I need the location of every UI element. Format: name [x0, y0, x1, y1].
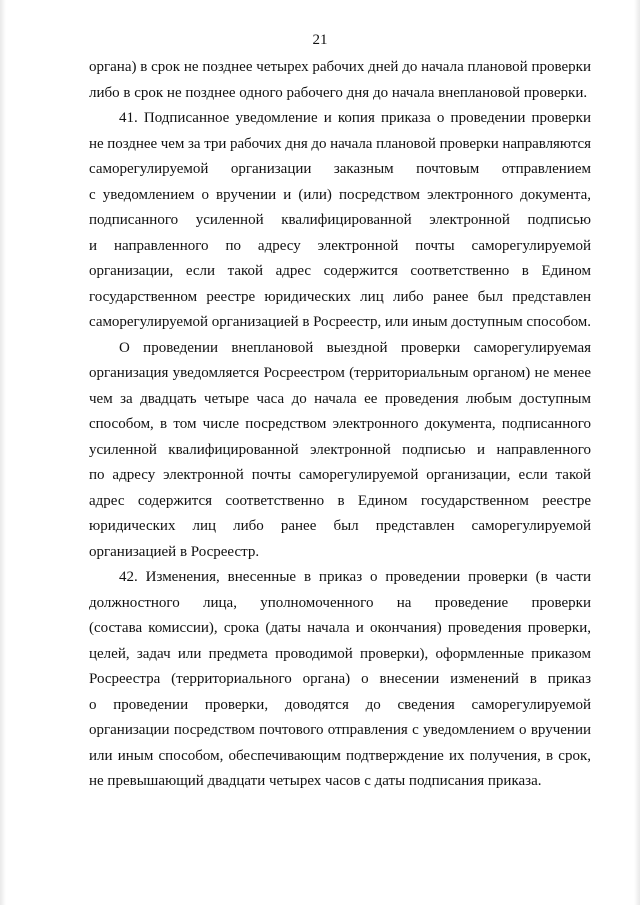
text-line: Росреестра (территориального органа) о внесении изменений в приказ: [89, 671, 591, 687]
text-line: саморегулируемой организации заказным почтовым отправлением: [89, 161, 591, 177]
text-line: целей, задач или предмета проводимой проверки), оформленные приказом: [89, 645, 591, 662]
text-line: не позднее чем за три рабочих дня до начала плановой проверки направляются: [89, 135, 591, 152]
text-line: чем за двадцать четыре часа до начала ее проведения любым доступным: [89, 390, 591, 407]
scan-edge-right: [634, 0, 640, 905]
text-line: должностного лица, уполномоченного на проведение проверки: [89, 594, 591, 611]
text-line: организации, если такой адрес содержится соответственно в Едином: [89, 263, 591, 279]
text-line: организация уведомляется Росреестром (территориальным органом) не менее: [89, 365, 591, 381]
text-line: адрес содержится соответственно в Едином государственном реестре: [89, 492, 591, 509]
text-line: организации посредством почтового отправления с уведомлением о вручении: [89, 722, 591, 738]
text-line: усиленной квалифицированной электронной подписью и направленного: [89, 441, 591, 458]
text-line: юридических лиц либо ранее был представлен саморегулируемой: [89, 518, 591, 534]
text-line: органа) в срок не позднее четырех рабочих дней до начала плановой проверки: [89, 59, 591, 75]
text-line: государственном реестре юридических лиц либо ранее был представлен: [89, 288, 591, 305]
text-line: способом, в том числе посредством электронного документа, подписанного: [89, 416, 591, 432]
text-line: с уведомлением о вручении и (или) посредством электронного документа,: [89, 186, 591, 203]
text-line: о проведении проверки, доводятся до сведения саморегулируемой: [89, 696, 591, 713]
text-line: и направленного по адресу электронной почты саморегулируемой: [89, 237, 591, 254]
text-line: или иным способом, обеспечивающим подтверждение их получения, в срок,: [89, 747, 591, 764]
text-line: по адресу электронной почты саморегулируемой организации, если такой: [89, 467, 591, 483]
page-number: 21: [312, 32, 328, 48]
text-line: организацией в Росреестр.: [89, 543, 260, 560]
text-line: либо в срок не позднее одного рабочего дня до начала внеплановой проверки.: [89, 84, 588, 101]
text-line: (состава комиссии), срока (даты начала и окончания) проведения проверки,: [89, 620, 591, 636]
text-line: подписанного усиленной квалифицированной электронной подписью: [89, 212, 591, 228]
text-line: саморегулируемой организацией в Росреестр, или иным доступным способом.: [89, 314, 592, 330]
text-line: 41. Подписанное уведомление и копия приказа о проведении проверки: [119, 110, 591, 126]
text-line: О проведении внеплановой выездной проверки саморегулируемая: [119, 339, 591, 356]
text-line: 42. Изменения, внесенные в приказ о проведении проверки (в части: [119, 569, 591, 585]
document-body: [89, 55, 591, 795]
scan-edge-left: [0, 0, 6, 905]
text-line: не превышающий двадцати четырех часов с даты подписания приказа.: [89, 773, 542, 789]
